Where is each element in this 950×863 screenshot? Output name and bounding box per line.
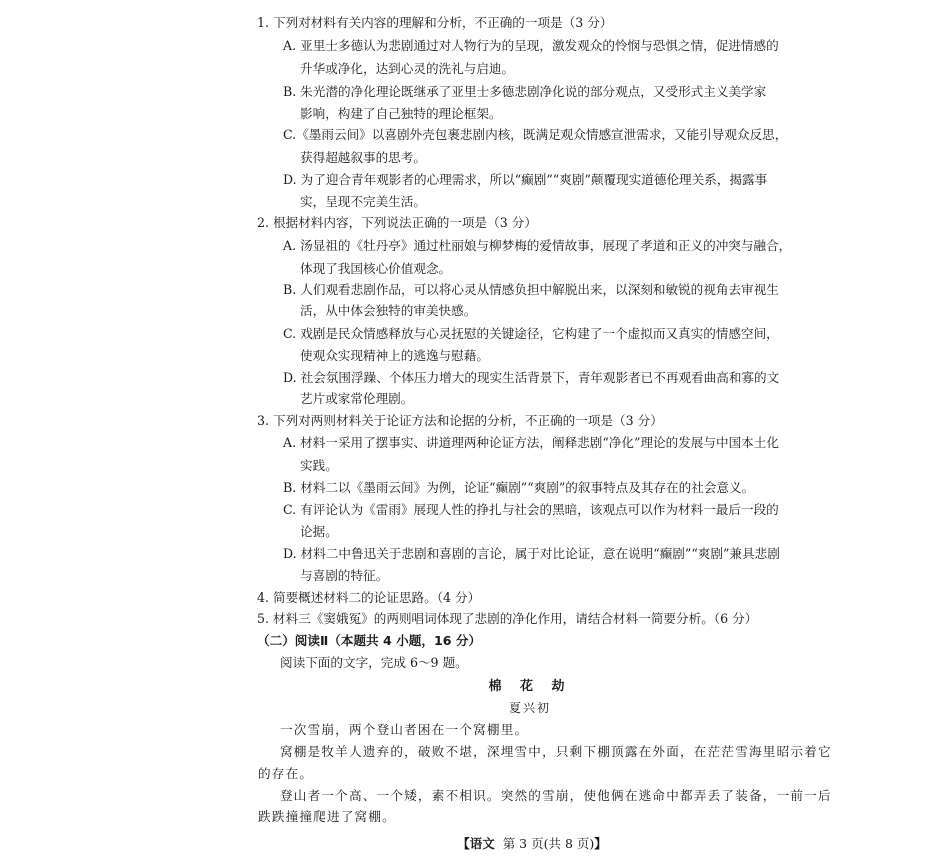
story-paragraph-3: 登山者一个高、一个矮，素不相识。突然的雪崩，使他俩在逃命中都弄丢了装备，一前一后	[280, 788, 832, 803]
story-paragraph-1: 一次雪崩，两个登山者困在一个窝棚里。	[280, 722, 529, 737]
question-1-option-b-cont: 影响，构建了自己独特的理论框架。	[300, 106, 502, 121]
question-2-option-d-cont: 艺片或家常伦理剧。	[300, 391, 414, 406]
question-1-option-a-cont: 升华或净化，达到心灵的洗礼与启迪。	[300, 61, 515, 76]
question-3-option-a-cont: 实践。	[300, 458, 338, 473]
story-paragraph-2: 窝棚是牧羊人遗弃的，破败不堪，深埋雪中，只剩下棚顶露在外面，在茫茫雪海里昭示着它	[280, 744, 832, 759]
question-3-option-c-cont: 论据。	[300, 524, 338, 539]
question-1-stem: 1. 下列对材料有关内容的理解和分析，不正确的一项是（3 分）	[257, 15, 613, 30]
section-heading: （二）阅读Ⅱ（本题共 4 小题，16 分）	[257, 633, 482, 648]
question-3-option-a: A. 材料一采用了摆事实、讲道理两种论证方法，阐释悲剧“净化”理论的发展与中国本土化	[283, 435, 779, 450]
question-1-option-c: C.《墨雨云间》以喜剧外壳包裹悲剧内核，既满足观众情感宣泄需求，又能引导观众反思，	[283, 127, 788, 142]
question-2-option-a-cont: 体现了我国核心价值观念。	[300, 261, 452, 276]
question-2-option-a: A. 汤显祖的《牡丹亭》通过杜丽娘与柳梦梅的爱情故事，展现了孝道和正义的冲突与融合，	[283, 238, 792, 253]
question-2-option-c: C. 戏剧是民众情感释放与心灵抚慰的关键途径，它构建了一个虚拟而又真实的情感空间，	[283, 326, 779, 341]
question-4-stem: 4. 简要概述材料二的论证思路。（4 分）	[257, 590, 481, 605]
story-paragraph-3-cont: 跌跌撞撞爬进了窝棚。	[258, 809, 396, 824]
question-3-option-d: D. 材料二中鲁迅关于悲剧和喜剧的言论，属于对比论证，意在说明“癫剧”“爽剧”兼具悲剧	[283, 546, 780, 561]
question-2-option-c-cont: 使观众实现精神上的逃逸与慰藉。	[300, 348, 489, 363]
page-footer	[0, 835, 950, 853]
question-2-option-b-cont: 活，从中体会独特的审美快感。	[300, 303, 477, 318]
question-3-stem: 3. 下列对两则材料关于论证方法和论据的分析，不正确的一项是（3 分）	[257, 413, 663, 428]
question-1-option-b: B. 朱光潜的净化理论既继承了亚里士多德悲剧净化说的部分观点，又受形式主义美学家	[283, 84, 767, 99]
footer-bracket-open: 【	[457, 836, 470, 851]
story-paragraph-2-cont: 的存在。	[258, 766, 314, 781]
reading-instruction: 阅读下面的文字，完成 6～9 题。	[280, 655, 468, 670]
question-1-option-a: A. 亚里士多德认为悲剧通过对人物行为的呈现，激发观众的怜悯与恐惧之情，促进情感的	[283, 38, 779, 53]
footer-subject: 语文	[469, 836, 495, 851]
footer-page-number: 第 3 页(共 8 页)	[502, 836, 595, 851]
question-3-option-c: C. 有评论认为《雷雨》展现人性的挣扎与社会的黑暗，该观点可以作为材料一最后一段的	[283, 502, 779, 517]
question-2-stem: 2. 根据材料内容，下列说法正确的一项是（3 分）	[257, 215, 537, 230]
question-1-option-c-cont: 获得超越叙事的思考。	[300, 150, 426, 165]
question-1-option-d: D. 为了迎合青年观影者的心理需求，所以“癫剧”“爽剧”颠覆现实道德伦理关系，揭露事	[283, 172, 768, 187]
story-author: 夏兴初	[508, 701, 551, 715]
question-2-option-d: D. 社会氛围浮躁、个体压力增大的现实生活背景下，青年观影者已不再观看曲高和寡的文	[283, 370, 780, 385]
question-3-option-d-cont: 与喜剧的特征。	[300, 568, 389, 583]
question-3-option-b: B. 材料二以《墨雨云间》为例，论证“癫剧”“爽剧”的叙事特点及其存在的社会意义。	[283, 480, 755, 495]
footer-bracket-close: 】	[594, 836, 607, 851]
question-1-option-d-cont: 实，呈现不完美生活。	[300, 194, 426, 209]
question-2-option-b: B. 人们观看悲剧作品，可以将心灵从情感负担中解脱出来，以深刻和敏锐的视角去审视生	[283, 282, 779, 297]
story-title: 棉 花 劫	[488, 679, 572, 694]
question-5-stem: 5. 材料三《窦娥冤》的两则唱词体现了悲剧的净化作用，请结合材料一简要分析。（6 分）	[257, 611, 758, 626]
